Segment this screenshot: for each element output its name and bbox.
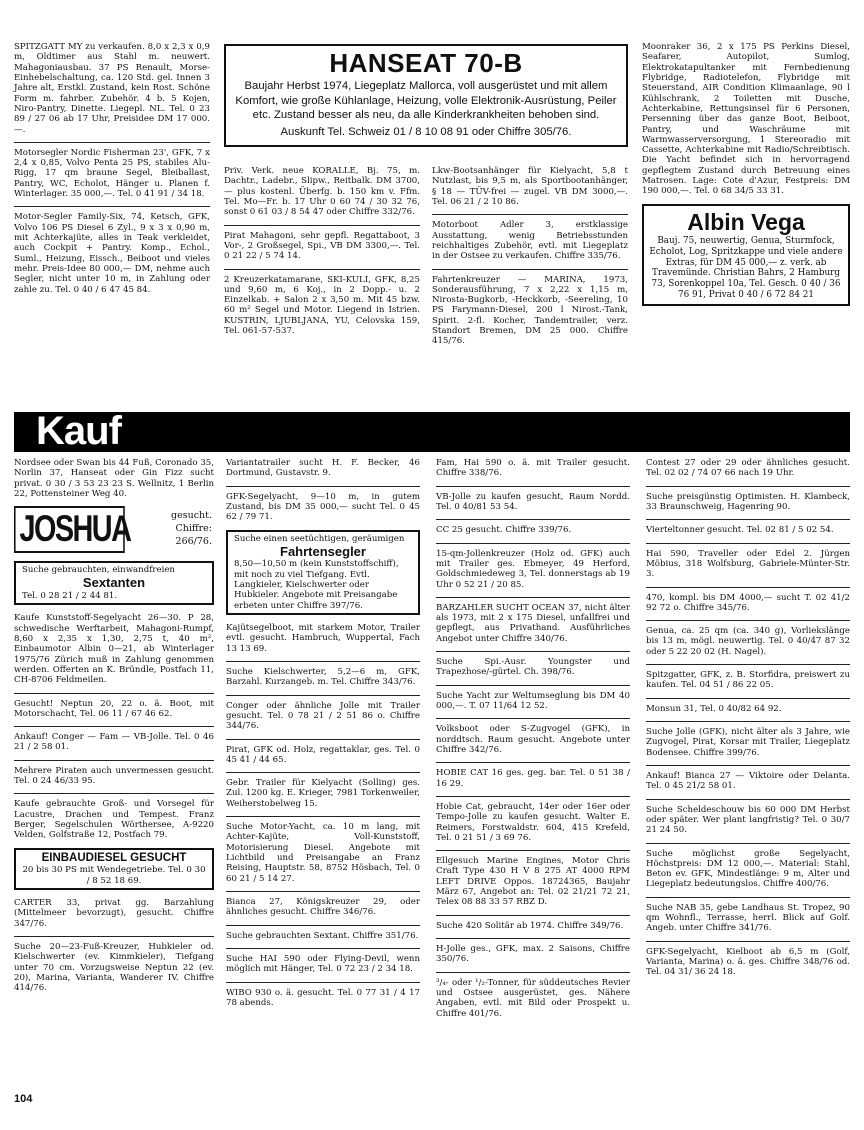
sextanten-contact: Tel. 0 28 21 / 2 44 81. [22,591,118,601]
classified-ad: BARZAHLER SUCHT OCEAN 37, nicht älter als 1973, mit 2 x 175 Diesel, unfallfrei und gepflegt, aus Privathand. Ausführliches Angebot unter Chiffre 340/76. [436,602,630,644]
divider [226,772,420,773]
classified-ad: 15-qm-Jollenkreuzer (Holz od. GFK) auch mit Trailer ges. Ebmeyer, 49 Herford, Goldschmiedeweg 3, Tel. donnerstags ab 19 Uhr 0 52 21 / 20 85. [436,548,630,590]
classified-ad: Hai 590, Traveller oder Edel 2. Jürgen Möbius, 318 Wolfsburg, Gabriele-Münter-Str. 3. [646,548,850,580]
classified-ad: Hobie Cat, gebraucht, 14er oder 16er oder Tempo-Jolle zu kaufen gesucht. Walter E. Reimers, Forstwaldstr. 604, 415 Krefeld, Tel. 0 21 51 / 3 69 76. [436,801,630,843]
fahrtensegler-body: 8,50—10,50 m (kein Kunststoffschiff), mit noch zu viel Tiefgang. Evtl. Langkieler, Kielschwerter oder Hubkieler. Angebote mit Preisangabe erbeten unter Chiffre 397/76. [234,559,399,611]
classified-ad: GFK-Segelyacht, Kielboot ab 6,5 m (Golf, Varianta, Marina) o. ä. ges. Chiffre 348/76 od. Tel. 04 31/ 36 24 18. [646,946,850,978]
classified-ad: Gesucht! Neptun 20, 22 o. ä. Boot, mit Motorschacht, Tel. 06 11 / 67 46 62. [14,698,214,719]
classified-ad: Ankauf! Conger — Fam — VB-Jolle. Tel. 0 46 21 / 2 58 01. [14,732,214,753]
einbaudiesel-display-ad [14,848,214,890]
classified-ad: Mehrere Piraten auch unvermessen gesucht. Tel. 0 24 46/33 95. [14,765,214,787]
fahrtensegler-display-ad [226,530,420,615]
classified-ad: HOBIE CAT 16 ges. geg. bar. Tel. 0 51 38 / 16 29. [436,768,630,789]
divider [646,543,850,544]
classified-ad: Suche Motor-Yacht, ca. 10 m lang, mit Achter-Kajüte, Voll-Kunststoff, Motorisierung Diesel. Angebote mit Lichtbild und Preisangabe an Franz Reising, Hauptstr. 58, 8752 Hösbach, Tel. 0 60 21 / 5 14 27. [226,822,420,884]
section-banner [14,409,850,453]
divider [646,620,850,621]
divider [226,739,420,740]
divider [432,214,628,215]
divider [436,938,630,939]
divider [436,915,630,916]
classified-ad: CC 25 gesucht. Chiffre 339/76. [436,525,572,536]
divider [436,762,630,763]
divider [436,519,630,520]
divider [226,925,420,926]
classified-ad: GFK-Segelyacht, 9—10 m, in gutem Zustand, bis DM 35 000,— sucht Tel. 0 45 62 / 79 71. [226,491,420,523]
divider [436,685,630,686]
classified-ad: Conger oder ähnliche Jolle mit Trailer gesucht. Tel. 0 78 21 / 2 51 86 o. Chiffre 344/76. [226,700,420,732]
divider [226,982,420,983]
divider [646,519,850,520]
top-column-1 [14,42,210,302]
classified-ad: Motor-Segler Family-Six, 74, Ketsch, GFK, Volvo 106 PS Diesel 6 Zyl., 9 x 3 x 0,90 m, mit Achterkajüte, alles in Teak verkleidet, auch Cockpit + Pantry. Komp., Echol., Suml., Heizung, Eissch., Beiboot und vieles mehr. Preis-Idee 80 000,— DM, nehme auch Segler, nicht unter 10 m, in Zahlung oder zahle zu. Tel. 0 40 / 6 47 45 84. [14,212,210,295]
kauf-column-1 [14,458,214,1001]
classified-ad: SPITZGATT MY zu verkaufen. 8,0 x 2,3 x 0,9 m, Oldtimer aus Stahl m. neuwert. Mahagoniausbau. 37 PS Renault, Morse-Einhebelschaltung, ca. 120 Std. gel. Innen 3 Jahre alt, Erstkl. Zustand, kein Rost. Schöne Form m. fahrber. Zubehör. 4 b. 5 Kojen, Niro-Pantry, Dinette. Liegepl. NL. Tel. 0 23 89 / 27 06 ab 17 Uhr, Preisidee DM 17 000.—. [14,42,210,135]
divider [646,486,850,487]
classified-ad: Ellgesuch Marine Engines, Motor Chris Craft Type 430 H V 8 275 AT 4000 RPM LEFT DRIVE Oppos. 18724365, Baujahr März 67, Angebot an: Tel. 02 21/21 72 21, Telex 08 88 33 57 RBZ D. [436,856,630,908]
section-title: Kauf [36,409,121,453]
divider [436,718,630,719]
top-column-2 [224,166,420,343]
divider [646,698,850,699]
divider [646,897,850,898]
joshua-side-text: gesucht. Chiffre: 266/76. [171,510,212,548]
divider [436,486,630,487]
divider [226,891,420,892]
kauf-column-4 [646,458,850,985]
classified-ad: H-Jolle ges., GFK, max. 2 Saisons, Chiffre 350/76. [436,944,630,965]
divider [646,721,850,722]
classified-ad: Suche 420 Solitär ab 1974. Chiffre 349/76. [436,920,624,931]
hanseat-contact: Auskunft Tel. Schweiz 01 / 8 10 08 91 oder Chiffre 305/76. [280,126,572,139]
classified-ad: Suche Yacht zur Weltumseglung bis DM 40 000,—. T. 07 11/64 12 52. [436,690,630,711]
top-column-3 [432,166,628,354]
divider [226,661,420,662]
classified-ad: Spitzgatter, GFK, z. B. Storfidra, preiswert zu kaufen. Tel. 04 51 / 86 22 05. [646,670,850,691]
divider [646,843,850,844]
einbaudiesel-headline: EINBAUDIESEL GESUCHT [41,851,187,864]
divider [14,936,214,937]
sextanten-display-ad [14,561,214,605]
top-column-4 [642,42,850,306]
classified-ad: Kaufe Kunststoff-Segelyacht 26—30. P 28, schwedische Werftarbeit, Mahagoni-Rumpf, 8,60 x 2,35 x 1,30, 2,75 t, 40 m², Einbaumotor Albin 0—21, ab Winterlager 1975/76 Zürich muß in Zahlung genommen werden. Offerten an K. Bründle, Postfach 11, CH-8706 Feldmeilen. [14,613,214,686]
classified-ad: Suche gebrauchten Sextant. Chiffre 351/76. [226,930,419,941]
einbaudiesel-body: 20 bis 30 PS mit Wendegetriebe. Tel. 0 30 / 8 52 18 69. [22,865,206,886]
classified-ad: Suche 20—23-Fuß-Kreuzer, Hubkieler od. Kielschwerter (ev. Kimmkieler), Tiefgang unter 70 cm. Vorzugsweise Neptun 22 (ev. 20), Marina, Varianta, Wanderer IV. Chiffre 414/76. [14,941,214,994]
classified-ad: Suche Scheldeschouw bis 60 000 DM Herbst oder später. Wer plant langfristig? Tel. 0 30/7 21 24 50. [646,804,850,836]
classified-ad: Contest 27 oder 29 oder ähnliches gesucht. Tel. 02 02 / 74 07 66 nach 19 Uhr. [646,458,850,479]
divider [14,760,214,761]
classified-ad: Kajütsegelboot, mit starkem Motor, Trailer evtl. gesucht. Hambruch, Wuppertal, Fach 13 13 69. [226,623,420,654]
divider [436,796,630,797]
divider [436,850,630,851]
joshua-display-ad [14,506,214,553]
sextanten-lead: Suche gebrauchten, einwandfreien [22,565,175,576]
divider [14,206,210,207]
divider [646,799,850,800]
classified-ad: Moonraker 36, 2 x 175 PS Perkins Diesel, Seafarer, Autopilot, Sumlog, Elektrokatapultanker mit Fernbedienung Flybridge, Radiotelefon, Flybridge mit Steuerstand, AIR Condition Klimaanlage, 90 l Kühlschrank, 2 Toiletten mit Dusche, Achterkabine, Rettungsinsel für 6 Personen, Persenning über das ganze Boot, Beiboot, Pantry, und Waschräume mit Warmwasserversorgung, 1 Stereoradio mit Cassette, Achterkabine mit Radio/Schreibtisch. Die Yacht befindet sich in hervorragend gepflegtem Zustand durch Betreuung eines Matrosen. Lage: Cote d'Azur, Festpreis: DM 190 000,—. Tel. 0 68 34/5 33 31. [642,42,850,197]
divider [226,695,420,696]
classified-ad: WIBO 930 o. ä. gesucht. Tel. 0 77 31 / 4 17 78 abends. [226,987,420,1008]
albin-vega-body: Bauj. 75, neuwertig, Genua, Sturmfock, Echolot, Log, Spritzkappe und viele andere Extras, für DM 45 000,— z. verk. ab Travemünde. Christian Bahrs, 2 Hamburg 73, Sorenkoppel 10a, Tel. Gesch. 0 40 / 36 76 91, Privat 0 40 / 6 72 84 21 [649,236,843,300]
classified-ad: Monsun 31, Tel. 0 40/82 64 92. [646,703,782,714]
divider [436,543,630,544]
classified-ad: Gebr. Trailer für Kielyacht (Solling) ges. Zul. 1200 kg. E. Krieger, 7981 Torkenweiler, Weiherstobelweg 15. [226,778,420,809]
divider [646,664,850,665]
divider [226,948,420,949]
classified-ad: Fam, Hai 590 o. ä. mit Trailer gesucht. Chiffre 338/76. [436,458,630,479]
classified-ad: Variantatrailer sucht H. F. Becker, 46 Dortmund, Gustavstr. 9. [226,458,420,479]
classified-ad: Volksboot oder S-Zugvogel (GFK), in norddtsch. Raum gesucht. Angebote unter Chiffre 342/76. [436,724,630,755]
classified-ad: ³/₄- oder ¹/₂-Tonner, für süddeutsches Revier und Ostsee ausgerüstet, ges. Nähere Angaben, evtl. mit Bild oder Prospekt u. Chiffre 401/76. [436,977,630,1019]
classified-ad: Lkw-Bootsanhänger für Kielyacht, 5,8 t Nutzlast, bis 9,5 m, als Sportbootanhänger, § 18 — TÜV-frei — zugel. VB DM 3000,—. Tel. 06 21 / 2 10 86. [432,166,628,207]
classified-ad: Suche preisgünstig Optimisten. H. Klambeck, 33 Braunschweig, Hagenring 90. [646,491,850,512]
divider [14,726,214,727]
classified-ad: Fahrtenkreuzer — MARINA, 1973, Sonderausführung, 7 x 2,22 x 1,15 m, Nirosta-Bugkorb, -Heckkorb, -Seereling, 10 PS Farymann-Diesel, 200 l Nirost.-Tank, Spirit. 2-fl. Kocher, Tandemtrailer, verz. Standort Bremen, DM 25 000. Chiffre 415/76. [432,274,628,347]
classified-ad: Suche NAB 35, gebe Landhaus St. Tropez, 90 qm Wohnfl., Terrasse, herrl. Blick auf Golf. Angeb. unter Chiffre 341/76. [646,902,850,934]
divider [226,816,420,817]
divider [226,486,420,487]
classified-ad: Genua, ca. 25 qm (ca. 340 g), Vorliekslänge bis 13 m, mögl. neuwertig. Tel. 0 40/47 87 32 oder 5 22 20 02 (H. Nagel). [646,626,850,657]
divider [14,693,214,694]
hanseat-display-ad [224,44,628,147]
hanseat-headline: HANSEAT 70-B [329,48,523,78]
fahrtensegler-lead: Suche einen seetüchtigen, geräumigen [234,533,405,544]
divider [646,941,850,942]
classified-ad: Suche Kielschwerter, 5,2—6 m, GFK, Barzahl. Kurzangeb. m. Tel. Chiffre 343/76. [226,666,420,688]
divider [432,269,628,270]
classified-ad: Priv. Verk. neue KORALLE, Bj. 75, m. Dachtr., Ladebr., Slipw., Reitbalk. DM 3700,— plus kostenl. Überfg. b. 150 km v. Ffm. Tel. Mo—Fr. b. 17 Uhr 0 60 74 / 30 32 76, sonst 0 61 03 / 8 54 47 oder Chiffre 332/76. [224,166,420,218]
classified-ad: Pirat, GFK od. Holz, regattaklar, ges. Tel. 0 45 41 / 44 65. [226,744,420,765]
classified-ad: Suche Spi.-Ausr. Youngster und Trapezhose/-gürtel. Ch. 398/76. [436,657,630,678]
divider [436,597,630,598]
classified-ad: 470, kompl. bis DM 4000,— sucht T. 02 41/2 92 72 o. Chiffre 345/76. [646,592,850,613]
hanseat-body: Baujahr Herbst 1974, Liegeplatz Mallorca, voll ausgerüstet und mit allem Komfort, wie große Kühlanlage, Heizung, volle Elektronik-Ausrüstung, Peiler etc. Zustand besser als neu, da alle Kinderkrankheiten behoben sind. [235,80,617,122]
classified-ad: Pirat Mahagoni, sehr gepfl. Regattaboot, 3 Vor-, 2 Großsegel, Spi., VB DM 3300,—. Tel. 0 21 22 / 5 74 14. [224,230,420,262]
page-number: 104 [14,1093,33,1105]
kauf-column-2 [226,458,420,1015]
kauf-column-3 [436,458,630,1026]
classified-ad: Suche möglichst große Segelyacht, Höchstpreis: DM 12 000,—. Material: Stahl, Beton ev. GFK, Mindestlänge: 9 m, Alter und Liegeplatz bedeutungslos. Chiffre 400/76. [646,848,850,890]
classified-ad: CARTER 33, privat gg. Barzahlung (Mittelmeer bevorzugt), gesucht. Chiffre 347/76. [14,898,214,929]
classified-ad: Bianca 27, Königskreuzer 29, oder ähnliches gesucht. Chiffre 346/76. [226,896,420,918]
classified-ad: VB-Jolle zu kaufen gesucht, Raum Nordd. Tel. 0 40/81 53 54. [436,491,630,512]
classified-ad: Vierteltonner gesucht. Tel. 02 81 / 5 02 54. [646,525,834,536]
classified-ad: Kaufe gebrauchte Groß- und Vorsegel für Lacustre, Drachen und Tempest. Franz Berger, Segelschulen Wörthersee, A-9220 Velden, Golfstraße 12, Postfach 79. [14,799,214,841]
albin-vega-headline: Albin Vega [687,208,805,235]
classified-ad: Suche HAI 590 oder Flying-Devil, wenn möglich mit Hänger, Tel. 0 72 23 / 2 34 18. [226,953,420,975]
classified-ad: Suche Jolle (GFK), nicht älter als 3 Jahre, wie Zugvogel, Pirat, Korsar mit Trailer, Liegeplatz Bodensee. Chiffre 399/76. [646,727,850,758]
fahrtensegler-headline: Fahrtensegler [280,543,366,559]
divider [224,269,420,270]
divider [646,587,850,588]
divider [436,972,630,973]
classified-ad: Ankauf! Bianca 27 — Viktoire oder Delanta. Tel. 0 45 21/2 58 01. [646,770,850,792]
classified-ad: Motorsegler Nordic Fisherman 23', GFK, 7 x 2,4 x 0,85, Volvo Penta 25 PS, stabiles Alu-Rigg, 17 qm braune Segel, Bleiballast, Pantry, WC, Echolot, Hänger u. Planen f. Winterlager. 35 000,—. Tel. 0 41 91 / 34 18. [14,147,210,200]
classified-ad: Motorboot Adler 3, erstklassige Ausstattung, wenig Betriebsstunden reichhaltiges Zubehör, evtl. mit Liegeplatz in der Ostsee zu verkaufen. Chiffre 335/76. [432,220,628,262]
sextanten-headline: Sextanten [82,575,146,591]
divider [436,651,630,652]
divider [14,142,210,143]
albin-vega-display-ad [642,204,850,306]
divider [224,225,420,226]
classified-ad: Nordsee oder Swan bis 44 Fuß, Coronado 35, Norlin 37, Hanseat oder Gin Fizz sucht privat. 0 30 / 3 53 23 23 S. Wellnitz, 1 Berlin 22, Pottensteiner Weg 40. [14,458,214,499]
classified-ad: 2 Kreuzerkatamarane, SKI-KULI, GFK, 8,25 und 9,60 m, 6 Koj., in 2 Dopp.- u. 2 Einzelkab. + Salon 2 x 3,50 m. Mit 45 bzw. 60 m² Segel und Motor. Liegend in Istrien. KUSTRIN, LJUBLJANA, YU, Celovska 159, Tel. 061-57-537. [224,274,420,337]
divider [14,793,214,794]
joshua-headline: JOSHUA [14,506,125,553]
divider [646,765,850,766]
